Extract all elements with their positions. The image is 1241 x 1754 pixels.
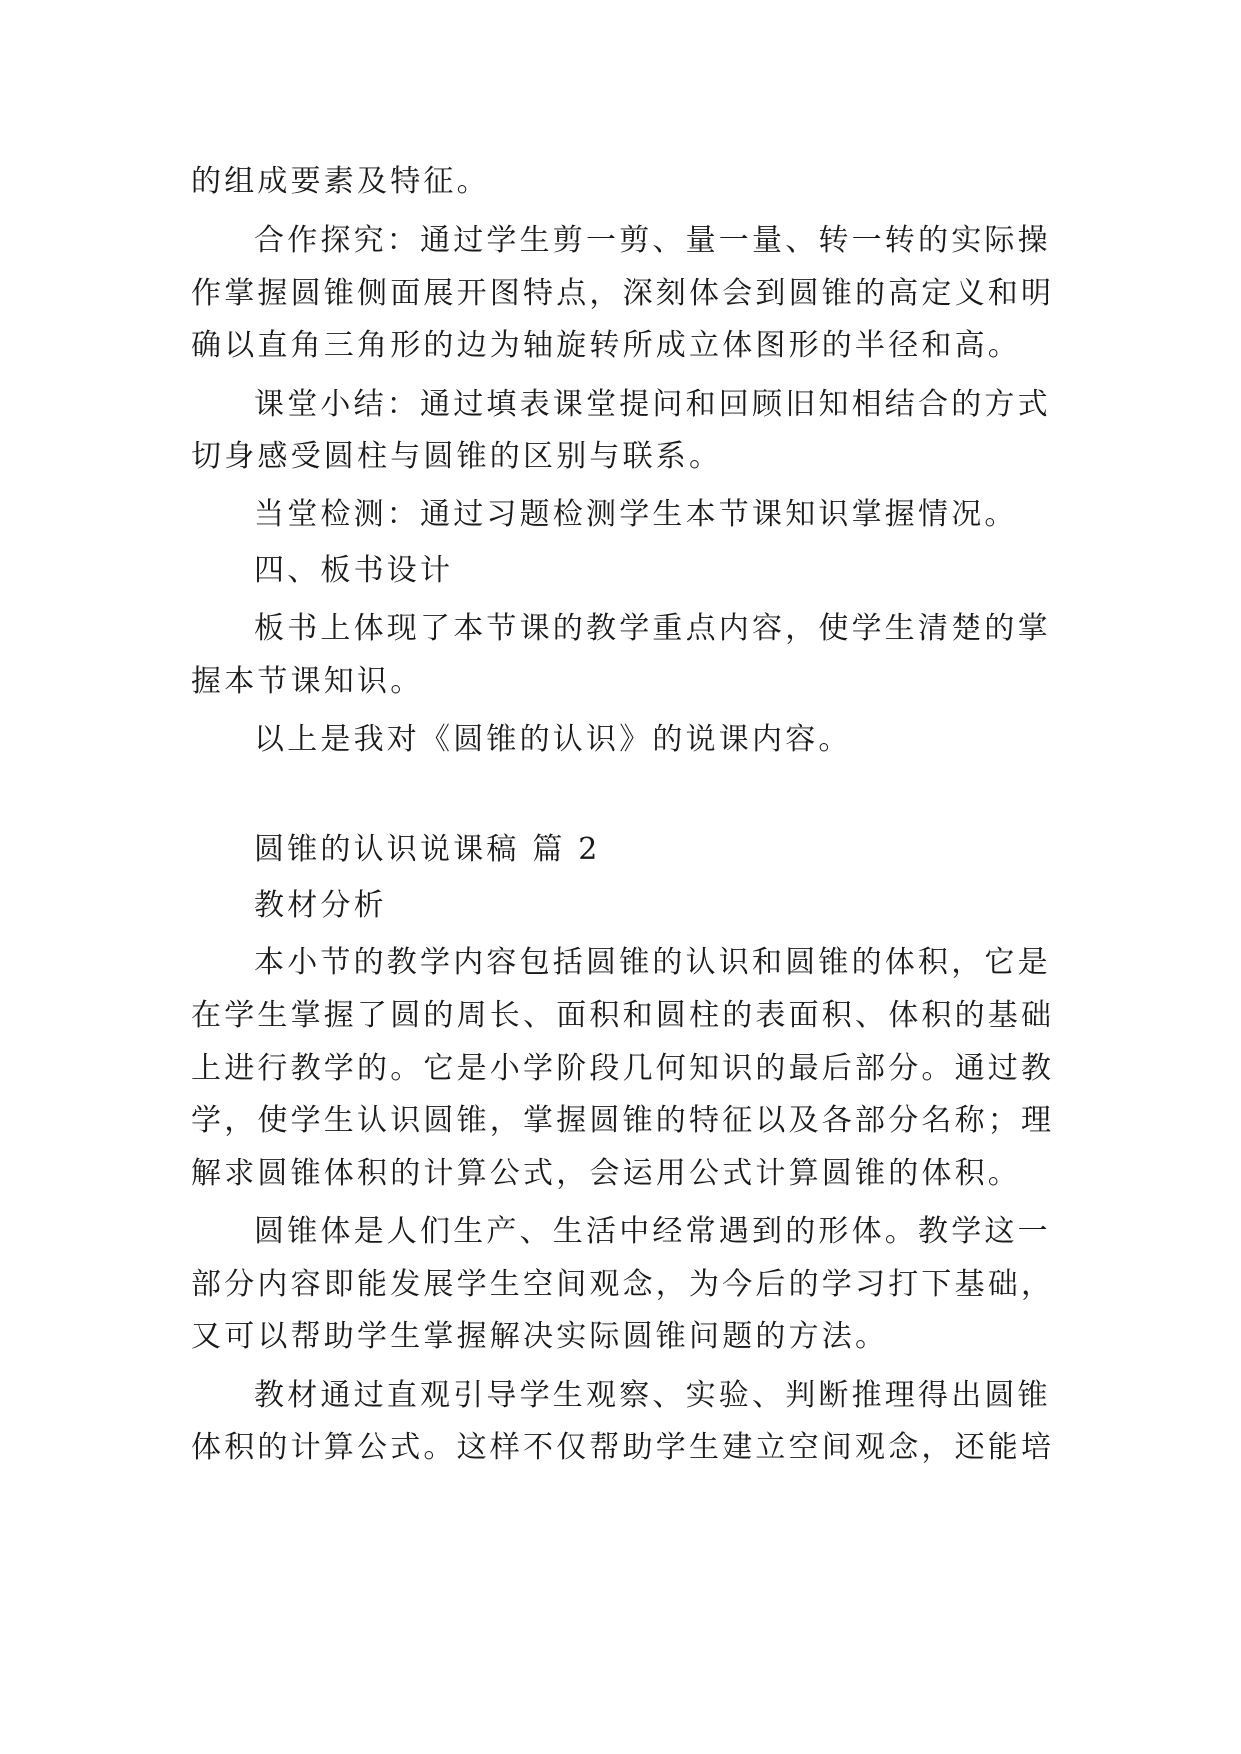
section-heading: 教材分析 bbox=[254, 888, 387, 923]
paragraph-line: 作掌握圆锥侧面展开图特点，深刻体会到圆锥的高定义和明 bbox=[191, 276, 1055, 311]
paragraph-line: 教材通过直观引导学生观察、实验、判断推理得出圆锥 bbox=[254, 1378, 1051, 1413]
section-title: 圆锥的认识说课稿 篇 2 bbox=[254, 832, 601, 867]
paragraph-line: 切身感受圆柱与圆锥的区别与联系。 bbox=[191, 439, 723, 474]
paragraph-line: 合作探究：通过学生剪一剪、量一量、转一转的实际操 bbox=[254, 223, 1051, 258]
paragraph-line: 部分内容即能发展学生空间观念，为今后的学习打下基础， bbox=[191, 1267, 1055, 1302]
paragraph-line: 圆锥体是人们生产、生活中经常遇到的形体。教学这一 bbox=[254, 1214, 1051, 1249]
paragraph-line: 的组成要素及特征。 bbox=[191, 164, 490, 199]
paragraph-line: 板书上体现了本节课的教学重点内容，使学生清楚的掌 bbox=[254, 611, 1051, 646]
paragraph-line: 又可以帮助学生掌握解决实际圆锥问题的方法。 bbox=[191, 1319, 889, 1354]
paragraph-line: 体积的计算公式。这样不仅帮助学生建立空间观念，还能培 bbox=[191, 1430, 1055, 1465]
paragraph-line: 本小节的教学内容包括圆锥的认识和圆锥的体积，它是 bbox=[254, 945, 1051, 980]
paragraph-line: 解求圆锥体积的计算公式，会运用公式计算圆锥的体积。 bbox=[191, 1156, 1021, 1191]
paragraph-line: 确以直角三角形的边为轴旋转所成立体图形的半径和高。 bbox=[191, 328, 1021, 363]
paragraph-line: 上进行教学的。它是小学阶段几何知识的最后部分。通过教 bbox=[191, 1051, 1055, 1086]
paragraph-line: 当堂检测：通过习题检测学生本节课知识掌握情况。 bbox=[254, 497, 1018, 532]
paragraph-line: 握本节课知识。 bbox=[191, 664, 424, 699]
paragraph-line: 以上是我对《圆锥的认识》的说课内容。 bbox=[254, 722, 852, 757]
paragraph-line: 在学生掌握了圆的周长、面积和圆柱的表面积、体积的基础 bbox=[191, 998, 1055, 1033]
section-heading: 四、板书设计 bbox=[254, 553, 454, 588]
paragraph-line: 学，使学生认识圆锥，掌握圆锥的特征以及各部分名称；理 bbox=[191, 1103, 1055, 1138]
paragraph-line: 课堂小结：通过填表课堂提问和回顾旧知相结合的方式 bbox=[254, 387, 1051, 422]
